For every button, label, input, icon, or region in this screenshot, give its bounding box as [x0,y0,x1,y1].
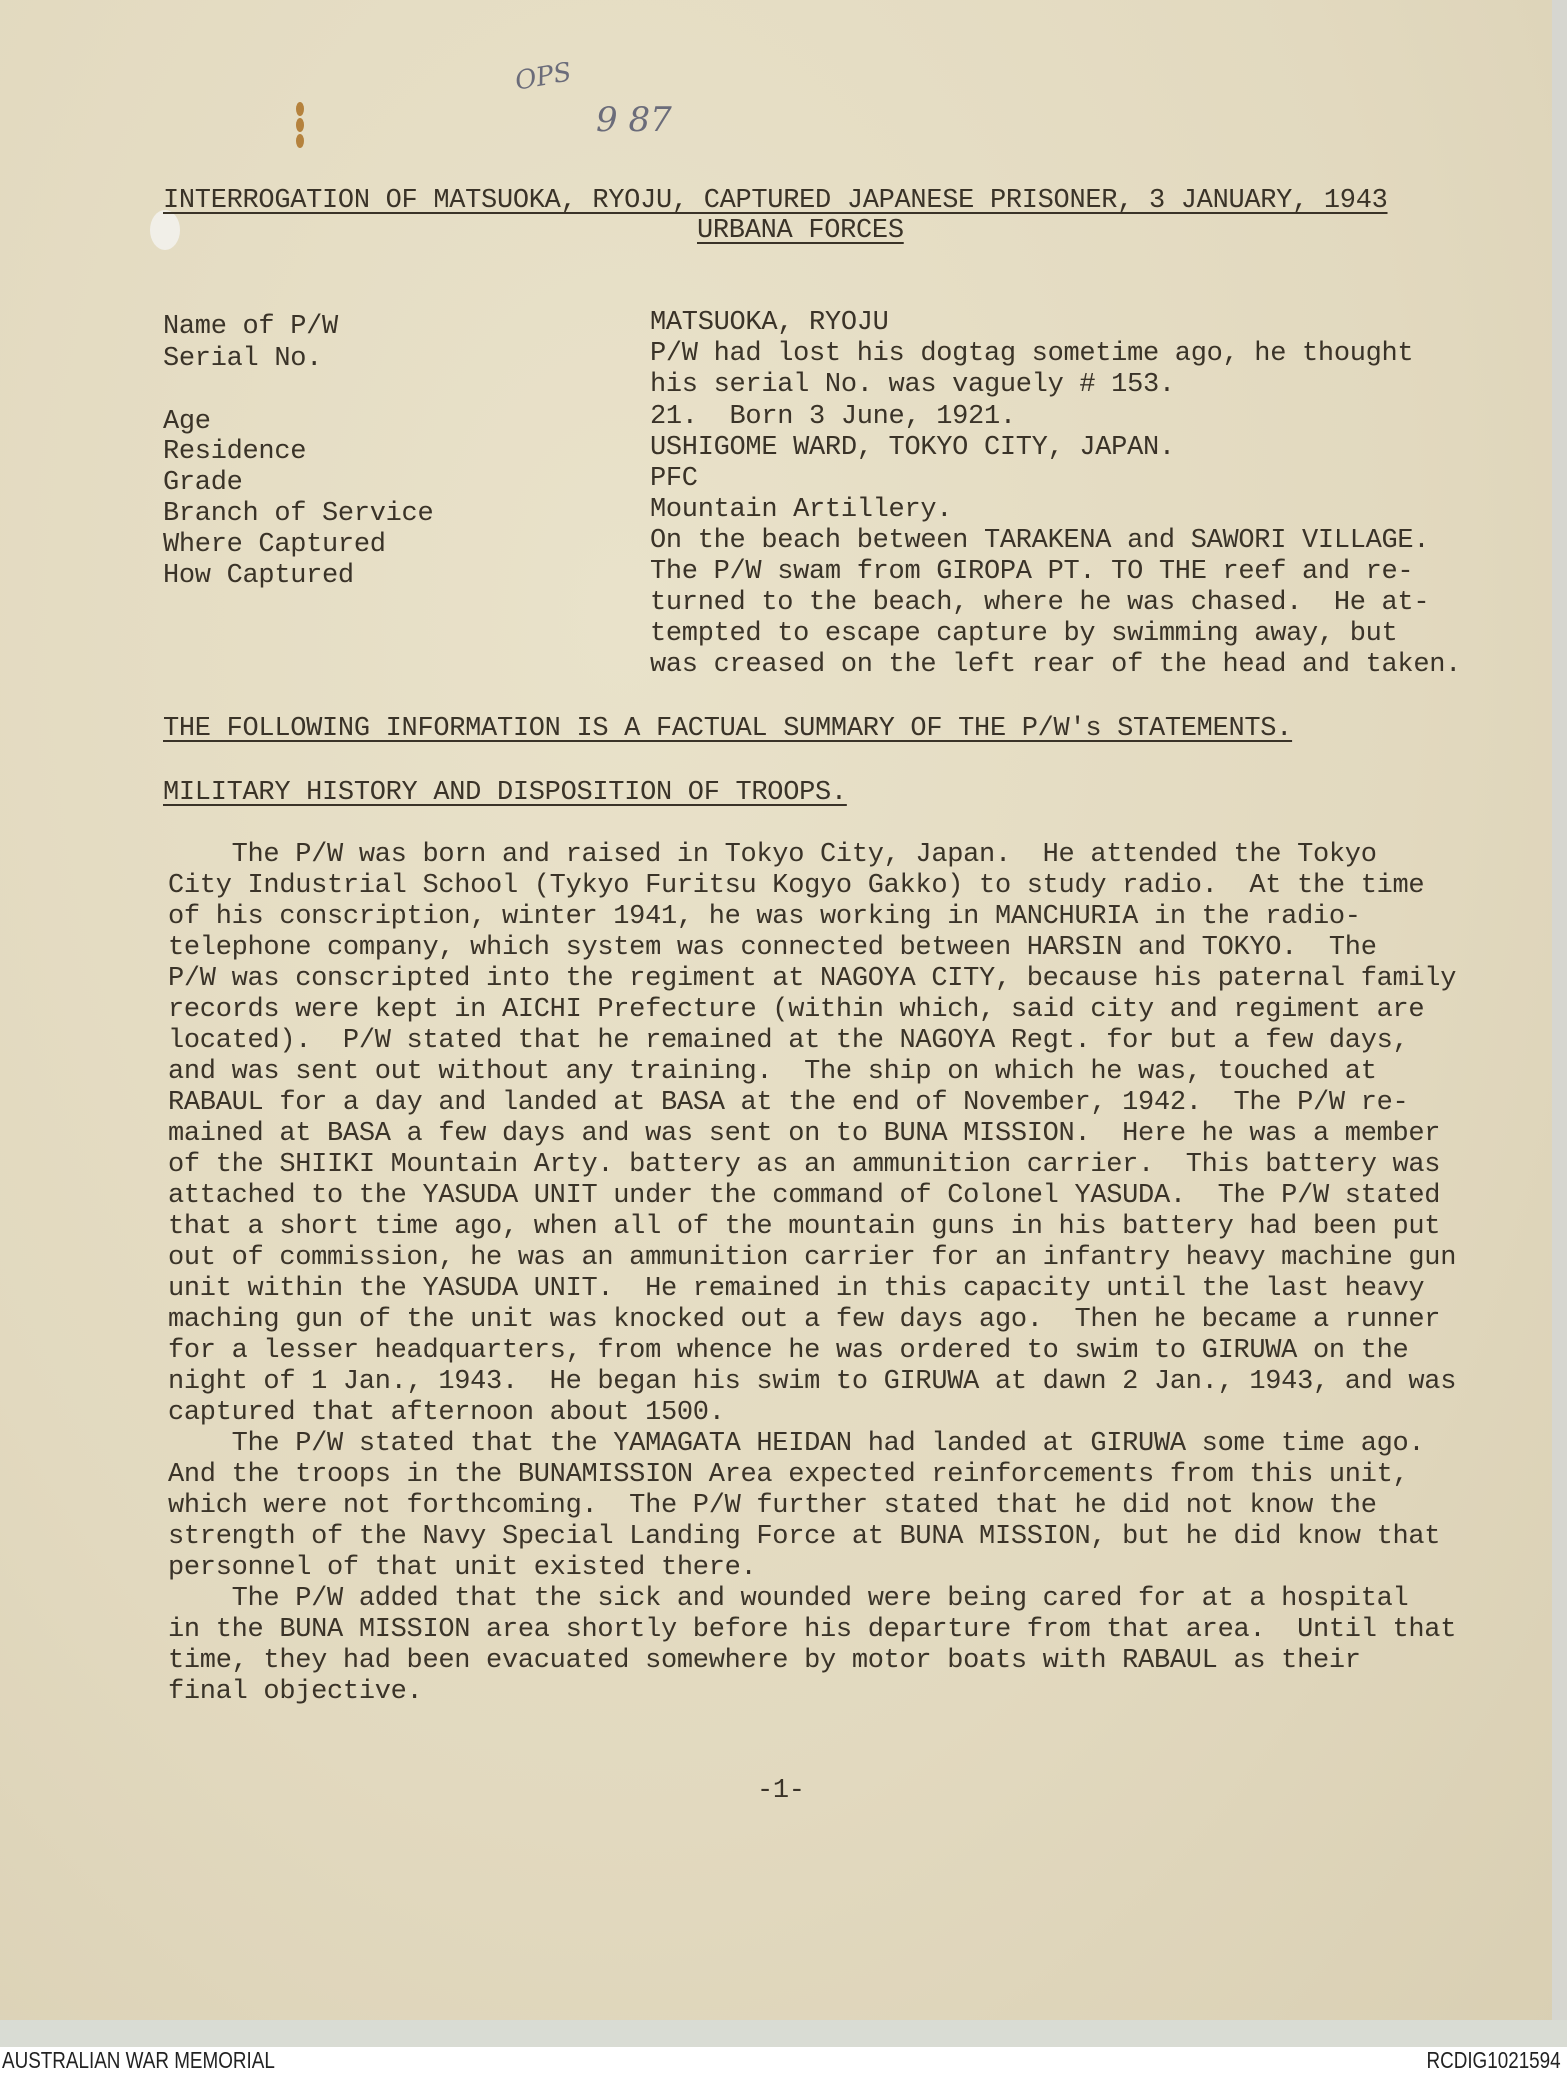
body-line: final objective. [168,1677,423,1707]
field-label: How Captured [163,561,354,591]
body-line: unit within the YASUDA UNIT. He remained in this capacity until the last heavy [168,1274,1425,1304]
body-line: for a lesser headquarters, from whence he was ordered to swim to GIRUWA on the [168,1336,1409,1366]
field-value: tempted to escape capture by swimming away, but [650,619,1398,649]
body-line: in the BUNA MISSION area shortly before his departure from that area. Until that [168,1615,1457,1645]
field-label: Serial No. [163,344,323,374]
body-line: strength of the Navy Special Landing Force at BUNA MISSION, but he did know that [168,1522,1441,1552]
body-line: telephone company, which system was connected between HARSIN and TOKYO. The [168,933,1377,963]
body-line: maching gun of the unit was knocked out a few days ago. Then he became a runner [168,1305,1441,1335]
field-label: Name of P/W [163,312,338,342]
handwritten-note: 9 87 [596,100,672,140]
body-text [168,840,1456,1708]
body-line: time, they had been evacuated somewhere by motor boats with RABAUL as their [168,1646,1361,1676]
field-value: P/W had lost his dogtag sometime ago, he thought [650,339,1414,369]
handwritten-note: OPS [512,57,574,97]
body-line: records were kept in AICHI Prefecture (within which, said city and regiment are [168,995,1425,1025]
field-value: Mountain Artillery. [650,495,953,525]
field-value: 21. Born 3 June, 1921. [650,402,1016,432]
body-line: RABAUL for a day and landed at BASA at the end of November, 1942. The P/W re- [168,1088,1409,1118]
scan-bottom-edge [0,2020,1567,2047]
field-value: The P/W swam from GIROPA PT. TO THE reef and re- [650,557,1414,587]
body-line: and was sent out without any training. The ship on which he was, touched at [168,1057,1377,1087]
body-line: P/W was conscripted into the regiment at NAGOYA CITY, because his paternal family [168,964,1457,994]
field-value: turned to the beach, where he was chased. He at- [650,588,1430,618]
body-line: mained at BASA a few days and was sent on to BUNA MISSION. Here he was a member [168,1119,1441,1149]
document-title: INTERROGATION OF MATSUOKA, RYOJU, CAPTURED JAPANESE PRISONER, 3 JANUARY, 1943 [163,186,1388,216]
rust-stain [296,118,304,132]
body-line: The P/W stated that the YAMAGATA HEIDAN had landed at GIRUWA some time ago. [168,1429,1425,1459]
body-line: The P/W was born and raised in Tokyo City, Japan. He attended the Tokyo [168,840,1377,870]
section-heading: MILITARY HISTORY AND DISPOSITION OF TROOPS. [163,778,847,808]
body-line: of the SHIIKI Mountain Arty. battery as an ammunition carrier. This battery was [168,1150,1441,1180]
rust-stain [296,134,304,148]
body-line: And the troops in the BUNAMISSION Area expected reinforcements from this unit, [168,1460,1409,1490]
body-line: out of commission, he was an ammunition carrier for an infantry heavy machine gun [168,1243,1457,1273]
field-label: Branch of Service [163,499,434,529]
body-line: personnel of that unit existed there. [168,1553,757,1583]
field-value: On the beach between TARAKENA and SAWORI VILLAGE. [650,526,1430,556]
body-line: which were not forthcoming. The P/W further stated that he did not know the [168,1491,1377,1521]
footer-institution: AUSTRALIAN WAR MEMORIAL [2,2047,275,2073]
field-label: Residence [163,437,307,467]
body-line: located). P/W stated that he remained at the NAGOYA Regt. for but a few days, [168,1026,1409,1056]
body-line: that a short time ago, when all of the mountain guns in his battery had been put [168,1212,1441,1242]
field-value: was creased on the left rear of the head and taken. [650,650,1462,680]
summary-heading: THE FOLLOWING INFORMATION IS A FACTUAL SUMMARY OF THE P/W's STATEMENTS. [163,714,1293,744]
field-value: USHIGOME WARD, TOKYO CITY, JAPAN. [650,433,1175,463]
body-line: The P/W added that the sick and wounded were being cared for at a hospital [168,1584,1409,1614]
body-line: attached to the YASUDA UNIT under the command of Colonel YASUDA. The P/W stated [168,1181,1441,1211]
body-line: City Industrial School (Tykyo Furitsu Kogyo Gakko) to study radio. At the time [168,871,1425,901]
field-value: PFC [650,464,698,494]
field-value: his serial No. was vaguely # 153. [650,370,1175,400]
document-subtitle: URBANA FORCES [697,216,904,246]
body-line: of his conscription, winter 1941, he was working in MANCHURIA in the radio- [168,902,1361,932]
field-value: MATSUOKA, RYOJU [650,308,889,338]
page-number: -1- [757,1776,805,1806]
field-label: Age [163,407,211,437]
rust-stain [296,102,304,116]
footer-record-id: RCDIG1021594 [1426,2047,1561,2073]
field-label: Where Captured [163,530,386,560]
field-label: Grade [163,468,243,498]
body-line: night of 1 Jan., 1943. He began his swim to GIRUWA at dawn 2 Jan., 1943, and was [168,1367,1457,1397]
body-line: captured that afternoon about 1500. [168,1398,725,1428]
scan-background [1552,0,1567,2046]
